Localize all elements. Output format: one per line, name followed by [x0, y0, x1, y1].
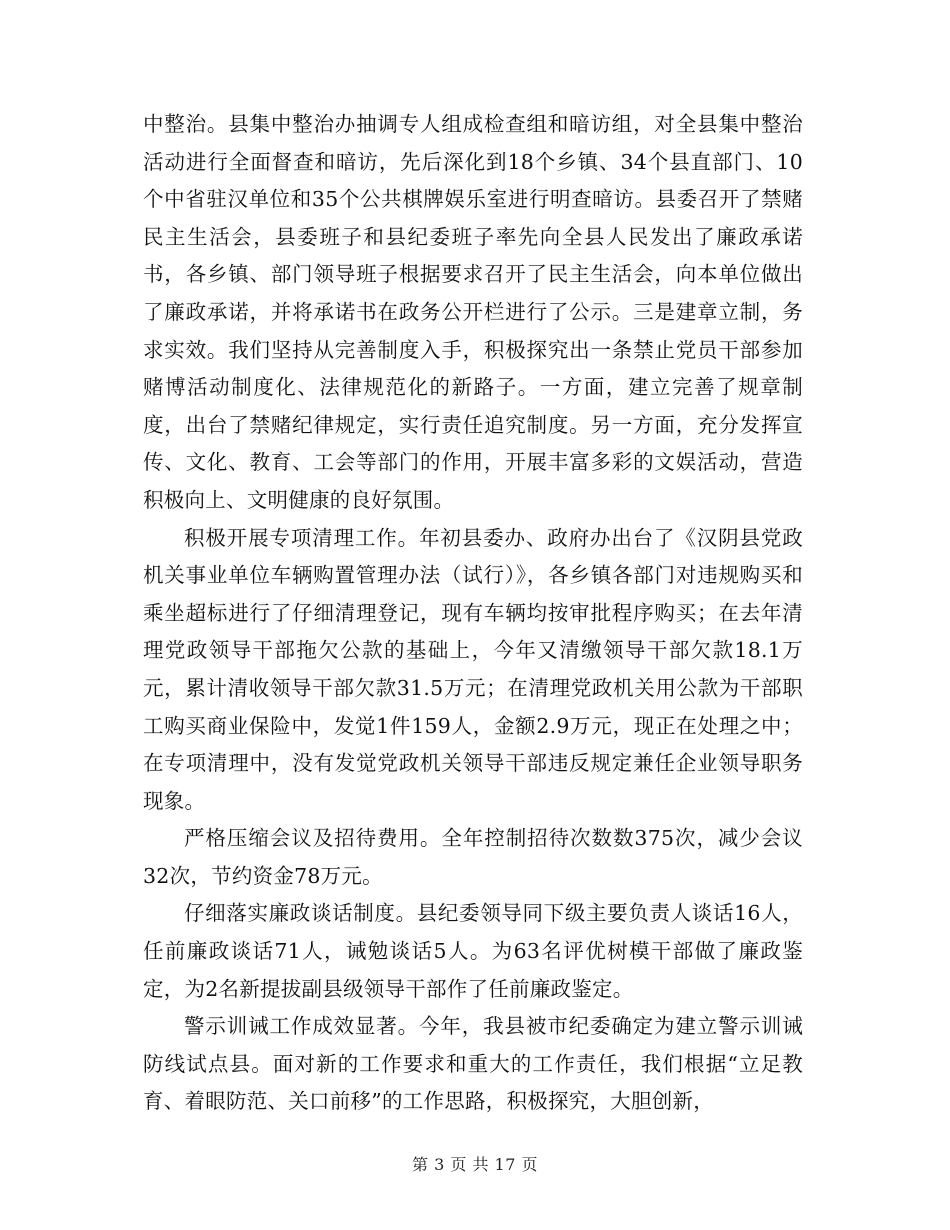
paragraph-meeting-costs: 严格压缩会议及招待费用。全年控制招待次数数375次，减少会议32次，节约资金78万元。 — [143, 826, 803, 888]
paragraph-continuation: 中整治。县集中整治办抽调专人组成检查组和暗访组，对全县集中整治活动进行全面督查和暗访，先后深化到18个乡镇、34个县直部门、10个中省驻汉单位和35个公共棋牌娱乐室进行明查暗访。县委召开了禁赌民主生活会，县委班子和县纪委班子率先向全县人民发出了廉政承诺书，各乡镇、部门领导班子根据要求召开了民主生活会，向本单位做出了廉政承诺，并将承诺书在政务公开栏进行了公示。三是建章立制，务求实效。我们坚持从完善制度入手，积极探究出一条禁止党员干部参加赌博活动制度化、法律规范化的新路子。一方面，建立完善了规章制度，出台了禁赌纪律规定，实行责任追究制度。另一方面，充分发挥宣传、文化、教育、工会等部门的作用，开展丰富多彩的文娱活动，营造积极向上、文明健康的良好氛围。 — [143, 112, 803, 512]
paragraph-integrity-talks: 仔细落实廉政谈话制度。县纪委领导同下级主要负责人谈话16人，任前廉政谈话71人，诫勉谈话5人。为63名评优树模干部做了廉政鉴定，为2名新提拔副县级领导干部作了任前廉政鉴定。 — [143, 901, 803, 1001]
page-number-footer: 第 3 页 共 17 页 — [412, 1155, 538, 1174]
paragraph-warning-education: 警示训诫工作成效显著。今年，我县被市纪委确定为建立警示训诫防线试点县。面对新的工作要求和重大的工作责任，我们根据“立足教育、着眼防范、关口前移”的工作思路，积极探究，大胆创新， — [143, 1014, 803, 1114]
document-body — [143, 106, 803, 1121]
paragraph-special-cleanup: 积极开展专项清理工作。年初县委办、政府办出台了《汉阴县党政机关事业单位车辆购置管理办法（试行）》，各乡镇各部门对违规购买和乘坐超标进行了仔细清理登记，现有车辆均按审批程序购买；在去年清理党政领导干部拖欠公款的基础上，今年又清缴领导干部欠款18.1万元，累计清收领导干部欠款31.5万元；在清理党政机关用公款为干部职工购买商业保险中，发觉1件159人，金额2.9万元，现正在处理之中；在专项清理中，没有发觉党政机关领导干部违反规定兼任企业领导职务现象。 — [143, 525, 803, 813]
